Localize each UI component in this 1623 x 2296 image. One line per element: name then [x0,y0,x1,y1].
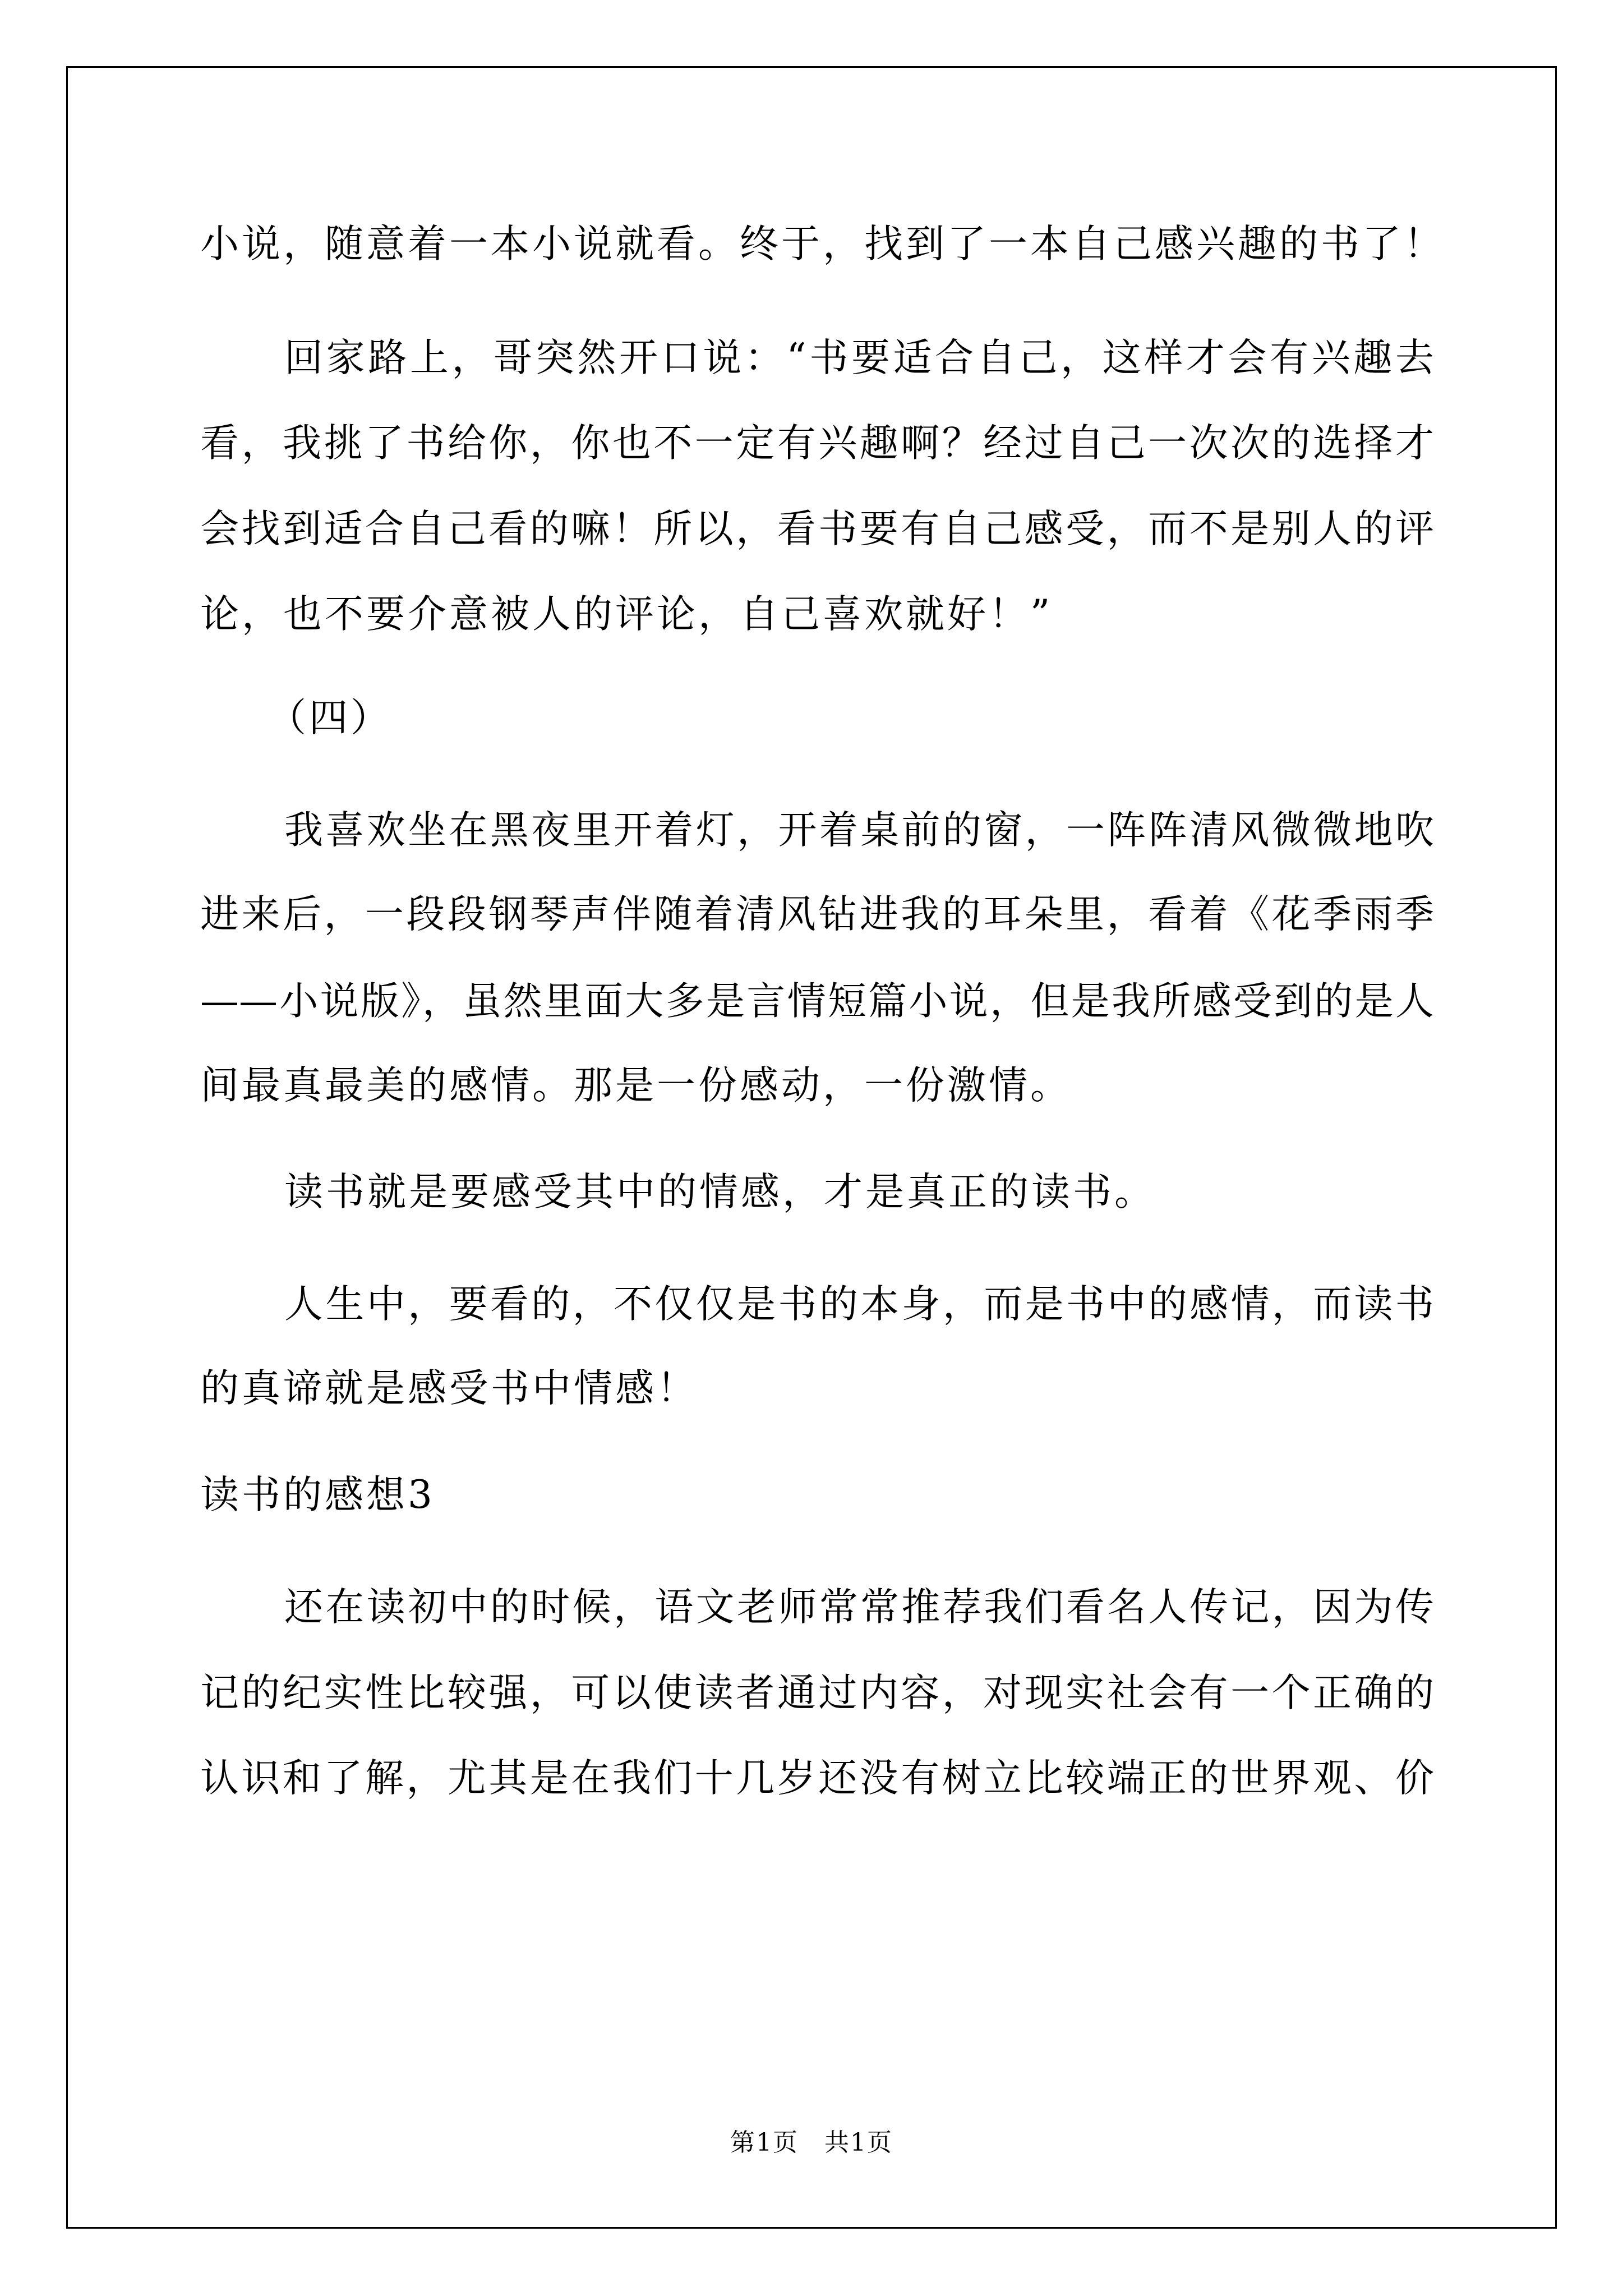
body-line-13: 的真谛就是感受书中情感！ [200,1366,698,1411]
body-line-2: 回家路上，哥突然开口说：“书要适合自己，这样才会有兴趣去 [284,335,1434,380]
body-line-11: 读书就是要感受其中的情感，才是真正的读书。 [284,1170,1156,1214]
body-line-17: 认识和了解，尤其是在我们十几岁还没有树立比较端正的世界观、价 [200,1756,1434,1801]
body-line-4: 会找到适合自己看的嘛！所以，看书要有自己感受，而不是别人的评 [200,507,1434,551]
body-line-12: 人生中，要看的，不仅仅是书的本身，而是书中的感情，而读书 [284,1282,1434,1327]
page-number-footer: 第1页 共1页 [730,2128,893,2157]
body-line-5: 论，也不要介意被人的评论，自己喜欢就好！” [200,592,1053,637]
body-line-10: 间最真最美的感情。那是一份感动，一份激情。 [200,1063,1072,1108]
body-line-15: 还在读初中的时候，语文老师常常推荐我们看名人传记，因为传 [284,1585,1434,1630]
body-line-7: 我喜欢坐在黑夜里开着灯，开着桌前的窗，一阵阵清风微微地吹 [284,808,1434,853]
section-heading-four: （四） [268,696,392,740]
page-border [66,66,1557,2229]
body-line-1: 小说，随意着一本小说就看。终于，找到了一本自己感兴趣的书了！ [200,222,1445,266]
body-line-9: ——小说版》，虽然里面大多是言情短篇小说，但是我所感受到的是人 [200,979,1434,1024]
body-line-3: 看，我挑了书给你，你也不一定有兴趣啊？经过自己一次次的选择才 [200,421,1434,466]
body-line-8: 进来后，一段段钢琴声伴随着清风钻进我的耳朵里，看着《花季雨季 [200,892,1434,937]
body-line-16: 记的纪实性比较强，可以使读者通过内容，对现实社会有一个正确的 [200,1671,1434,1715]
article-title: 读书的感想3 [200,1473,435,1517]
